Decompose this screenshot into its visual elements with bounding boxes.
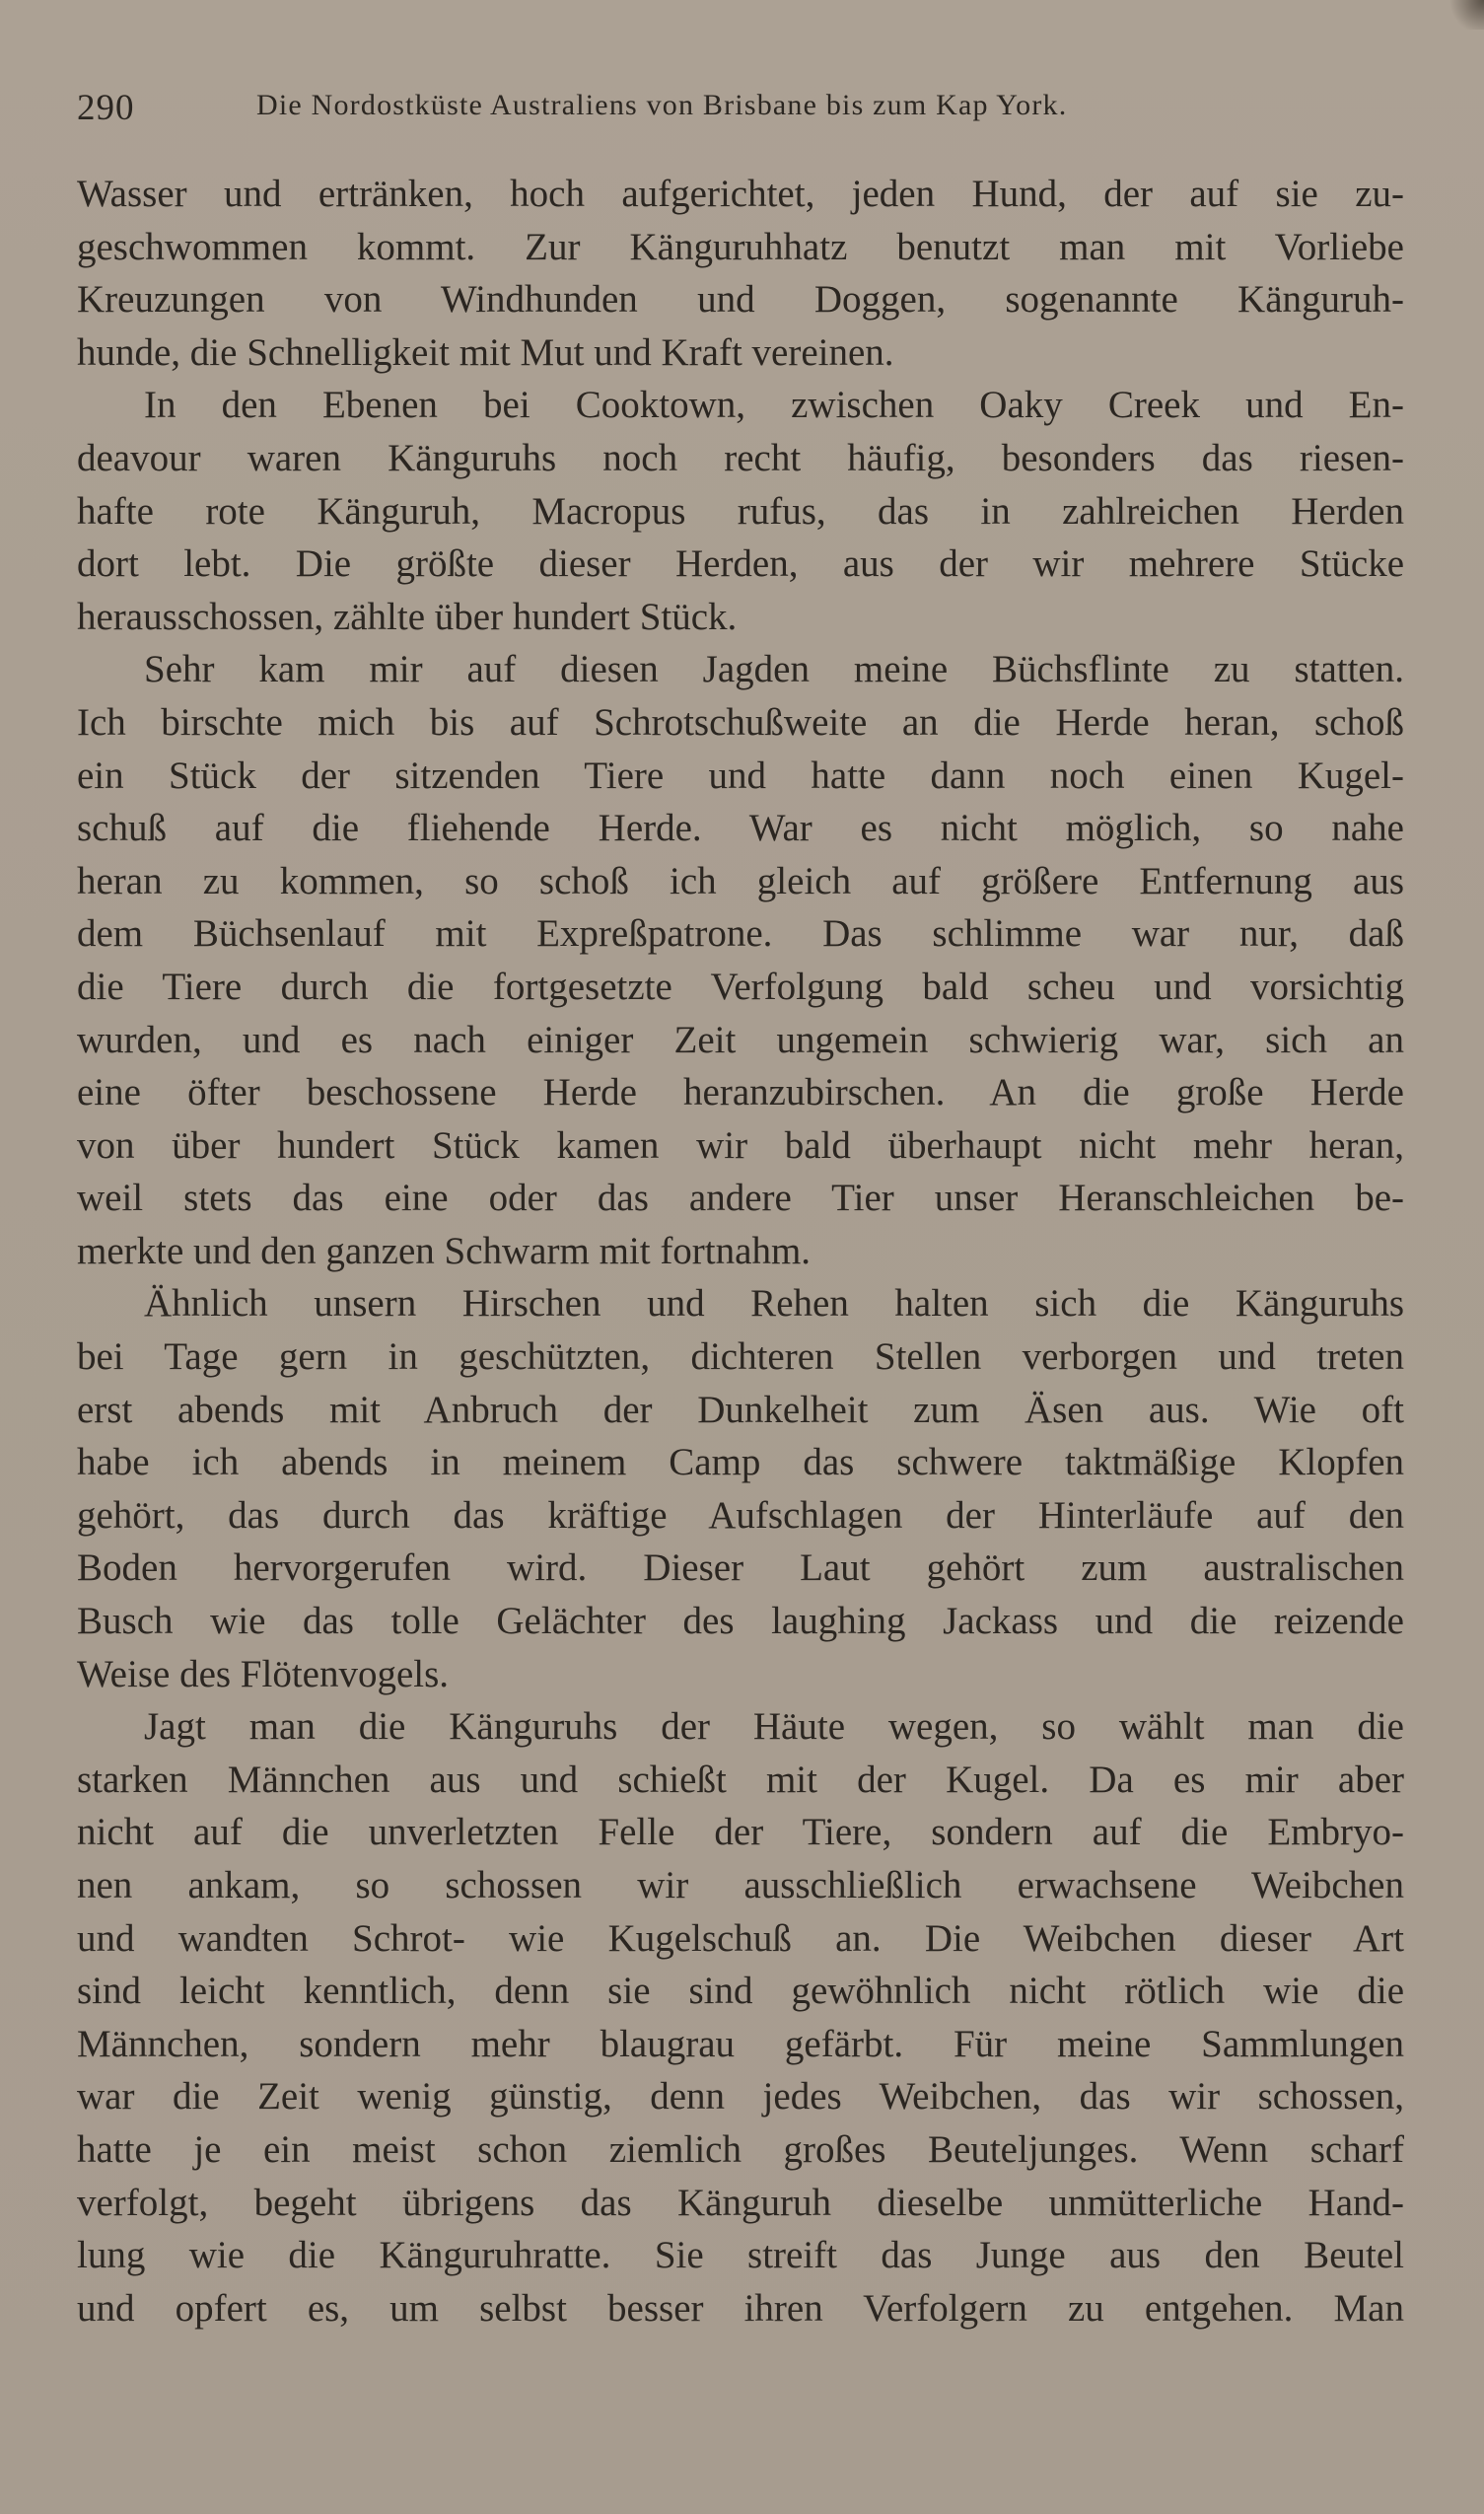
text-line: und wandten Schrot- wie Kugelschuß an. Die Weibchen dieser Art xyxy=(77,1916,1404,1960)
text-line: nen ankam, so schossen wir ausschließlich erwachsene Weibchen xyxy=(77,1864,1404,1906)
page-number: 290 xyxy=(77,88,135,128)
running-head: Die Nordostküste Australiens von Brisbane bis zum Kap York. xyxy=(256,89,1068,121)
text-line: hatte je ein meist schon ziemlich großes Beuteljunges. Wenn scharf xyxy=(77,2127,1404,2171)
text-line: hunde, die Schnelligkeit mit Mut und Kraft vereinen. xyxy=(77,330,894,374)
text-line: dem Büchsenlauf mit Expreßpatrone. Das schlimme war nur, daß xyxy=(77,912,1404,956)
text-line: deavour waren Känguruhs noch recht häufig, besonders das riesen- xyxy=(77,436,1404,479)
text-line: lung wie die Känguruhratte. Sie streift das Junge aus den Beutel xyxy=(77,2234,1404,2277)
text-line: Weise des Flötenvogels. xyxy=(77,1652,450,1695)
page-header xyxy=(77,83,1240,132)
text-line: habe ich abends in meinem Camp das schwere taktmäßige Klopfen xyxy=(77,1441,1404,1484)
text-line: war die Zeit wenig günstig, denn jedes Weibchen, das wir schossen, xyxy=(77,2075,1404,2119)
text-line: Sehr kam mir auf diesen Jagden meine Büchsflinte zu statten. xyxy=(144,648,1404,691)
text-line: verfolgt, begeht übrigens das Känguruh dieselbe unmütterliche Hand- xyxy=(77,2181,1404,2224)
text-line: Busch wie das tolle Gelächter des laughing Jackass und die reizende xyxy=(77,1600,1404,1643)
text-line: Ich birschte mich bis auf Schrotschußweite an die Herde heran, schoß xyxy=(77,700,1404,744)
text-line: die Tiere durch die fortgesetzte Verfolgung bald scheu und vorsichtig xyxy=(77,965,1404,1008)
text-line: bei Tage gern in geschützten, dichteren Stellen verborgen und treten xyxy=(77,1335,1404,1379)
text-line: gehört, das durch das kräftige Aufschlagen der Hinterläufe auf den xyxy=(77,1493,1404,1537)
text-line: eine öfter beschossene Herde heranzubirschen. An die große Herde xyxy=(77,1071,1404,1114)
page-corner-shadow xyxy=(1445,0,1484,30)
text-line: schuß auf die fliehende Herde. War es nicht möglich, so nahe xyxy=(77,807,1404,850)
text-line: wurden, und es nach einiger Zeit ungemein schwierig war, sich an xyxy=(77,1018,1404,1061)
text-line: ein Stück der sitzenden Tiere und hatte dann noch einen Kugel- xyxy=(77,754,1404,797)
text-line: geschwommen kommt. Zur Känguruhhatz benutzt man mit Vorliebe xyxy=(77,225,1404,268)
text-line: und opfert es, um selbst besser ihren Verfolgern zu entgehen. Man xyxy=(77,2286,1404,2330)
text-line: Männchen, sondern mehr blaugrau gefärbt. Für meine Sammlungen xyxy=(77,2022,1404,2065)
text-line: Jagt man die Känguruhs der Häute wegen, so wählt man die xyxy=(144,1705,1404,1749)
text-line: sind leicht kenntlich, denn sie sind gewöhnlich nicht rötlich wie die xyxy=(77,1970,1404,2013)
body-text xyxy=(77,168,1404,2334)
text-line: starken Männchen aus und schießt mit der Kugel. Da es mir aber xyxy=(77,1758,1404,1801)
text-line: hafte rote Känguruh, Macropus rufus, das in zahlreichen Herden xyxy=(77,489,1404,533)
text-line: dort lebt. Die größte dieser Herden, aus der wir mehrere Stücke xyxy=(77,542,1404,586)
text-line: Boden hervorgerufen wird. Dieser Laut gehört zum australischen xyxy=(77,1546,1404,1590)
text-line: weil stets das eine oder das andere Tier unser Heranschleichen be- xyxy=(77,1177,1404,1220)
text-line: von über hundert Stück kamen wir bald überhaupt nicht mehr heran, xyxy=(77,1123,1404,1167)
text-line: heran zu kommen, so schoß ich gleich auf größere Entfernung aus xyxy=(77,859,1404,902)
text-line: erst abends mit Anbruch der Dunkelheit zum Äsen aus. Wie oft xyxy=(77,1388,1404,1431)
text-line: herausschossen, zählte über hundert Stück. xyxy=(77,595,738,638)
text-line: In den Ebenen bei Cooktown, zwischen Oaky Creek und En- xyxy=(144,384,1404,427)
text-line: Wasser und ertränken, hoch aufgerichtet, jeden Hund, der auf sie zu- xyxy=(77,173,1404,215)
text-line: nicht auf die unverletzten Felle der Tiere, sondern auf die Embryo- xyxy=(77,1811,1404,1854)
text-line: merkte und den ganzen Schwarm mit fortnahm. xyxy=(77,1229,812,1272)
text-line: Ähnlich unsern Hirschen und Rehen halten sich die Känguruhs xyxy=(144,1282,1404,1326)
text-line: Kreuzungen von Windhunden und Doggen, sogenannte Känguruh- xyxy=(77,278,1404,322)
